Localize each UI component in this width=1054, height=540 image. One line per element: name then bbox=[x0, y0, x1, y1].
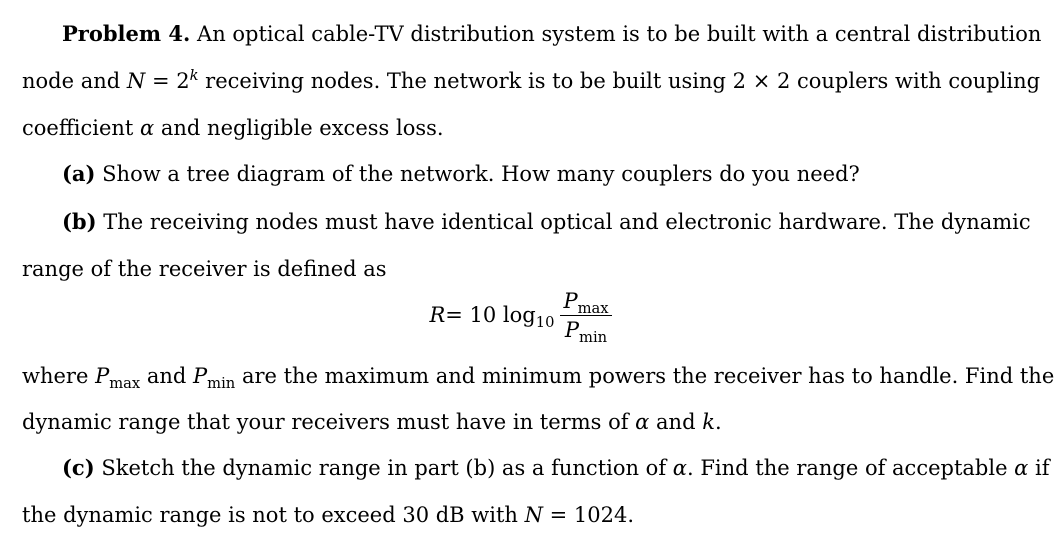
part-b-text: where bbox=[22, 364, 96, 388]
part-a-text: Show a tree diagram of the network. How many couplers do you need? bbox=[95, 162, 860, 186]
dynamic-range-equation: R = 10 log $_{10}$ $\frac{P_{max}}{P_{min}}$ bbox=[0, 283, 1041, 347]
math-var-alpha: α bbox=[1014, 456, 1029, 480]
problem-intro-line-1 bbox=[62, 20, 1042, 48]
part-c-text: the dynamic range is not to exceed 30 dB with bbox=[22, 503, 525, 527]
eq-den-sub: min bbox=[579, 328, 608, 346]
part-c-line-1 bbox=[62, 454, 1050, 482]
part-c-label: (c) bbox=[62, 455, 95, 480]
problem-heading: Problem 4. bbox=[62, 21, 191, 46]
eq-denominator bbox=[562, 316, 610, 346]
part-c-text: = 1024. bbox=[542, 503, 635, 527]
problem-intro-line-2 bbox=[22, 67, 1041, 95]
math-exponent-k: k bbox=[189, 67, 199, 84]
part-c-text: Sketch the dynamic range in part (b) as a function of bbox=[94, 456, 673, 480]
part-c-line-2 bbox=[22, 501, 1019, 529]
part-b-line-2 bbox=[22, 255, 1019, 283]
eq-numerator bbox=[560, 289, 611, 316]
eq-fraction bbox=[560, 288, 611, 346]
math-sub-max: max bbox=[109, 375, 141, 393]
eq-num-P: P bbox=[563, 288, 578, 313]
intro-text-1: An optical cable-TV distribution system is to be built with a central distribution bbox=[197, 22, 1042, 46]
part-c-text: . Find the range of acceptable bbox=[686, 456, 1015, 480]
eq-lhs: R bbox=[429, 303, 446, 327]
math-var-N: N bbox=[126, 69, 146, 93]
eq-log: = 10 log bbox=[445, 303, 536, 327]
part-a bbox=[62, 160, 1019, 188]
intro-text: coefficient bbox=[22, 116, 141, 140]
math-expr: = 2 bbox=[145, 69, 190, 93]
part-b-line-3 bbox=[22, 362, 1054, 393]
math-var-alpha: α bbox=[635, 410, 650, 434]
math-var-alpha: α bbox=[672, 456, 687, 480]
part-b-text: and bbox=[140, 364, 194, 388]
part-b-text: range of the receiver is defined as bbox=[22, 257, 387, 281]
intro-text: receiving nodes. The network is to be built using 2 × 2 couplers with coupling bbox=[198, 69, 1041, 93]
math-var-P: P bbox=[95, 364, 110, 388]
part-b-text: . bbox=[714, 410, 722, 434]
eq-den-P: P bbox=[564, 317, 580, 342]
intro-text: and negligible excess loss. bbox=[154, 116, 444, 140]
part-b-text: The receiving nodes must have identical optical and electronic hardware. The dynamic bbox=[96, 210, 1031, 234]
part-c-text: if bbox=[1028, 456, 1050, 480]
part-b-line-4 bbox=[22, 408, 1019, 436]
math-sub-min: min bbox=[207, 375, 236, 393]
math-var-alpha: α bbox=[140, 116, 155, 140]
part-b-text: and bbox=[649, 410, 703, 434]
part-a-label: (a) bbox=[62, 161, 96, 186]
intro-text: node and bbox=[22, 69, 127, 93]
problem-intro-line-3 bbox=[22, 114, 1019, 142]
part-b-text: are the maximum and minimum powers the receiver has to handle. Find the bbox=[235, 364, 1054, 388]
eq-num-sub: max bbox=[577, 299, 609, 317]
part-b-label: (b) bbox=[62, 209, 97, 234]
part-b-line-1 bbox=[62, 208, 1031, 236]
math-var-P: P bbox=[193, 364, 208, 388]
part-b-text: dynamic range that your receivers must have in terms of bbox=[22, 410, 636, 434]
math-var-N: N bbox=[524, 503, 543, 527]
math-var-k: k bbox=[702, 410, 715, 434]
